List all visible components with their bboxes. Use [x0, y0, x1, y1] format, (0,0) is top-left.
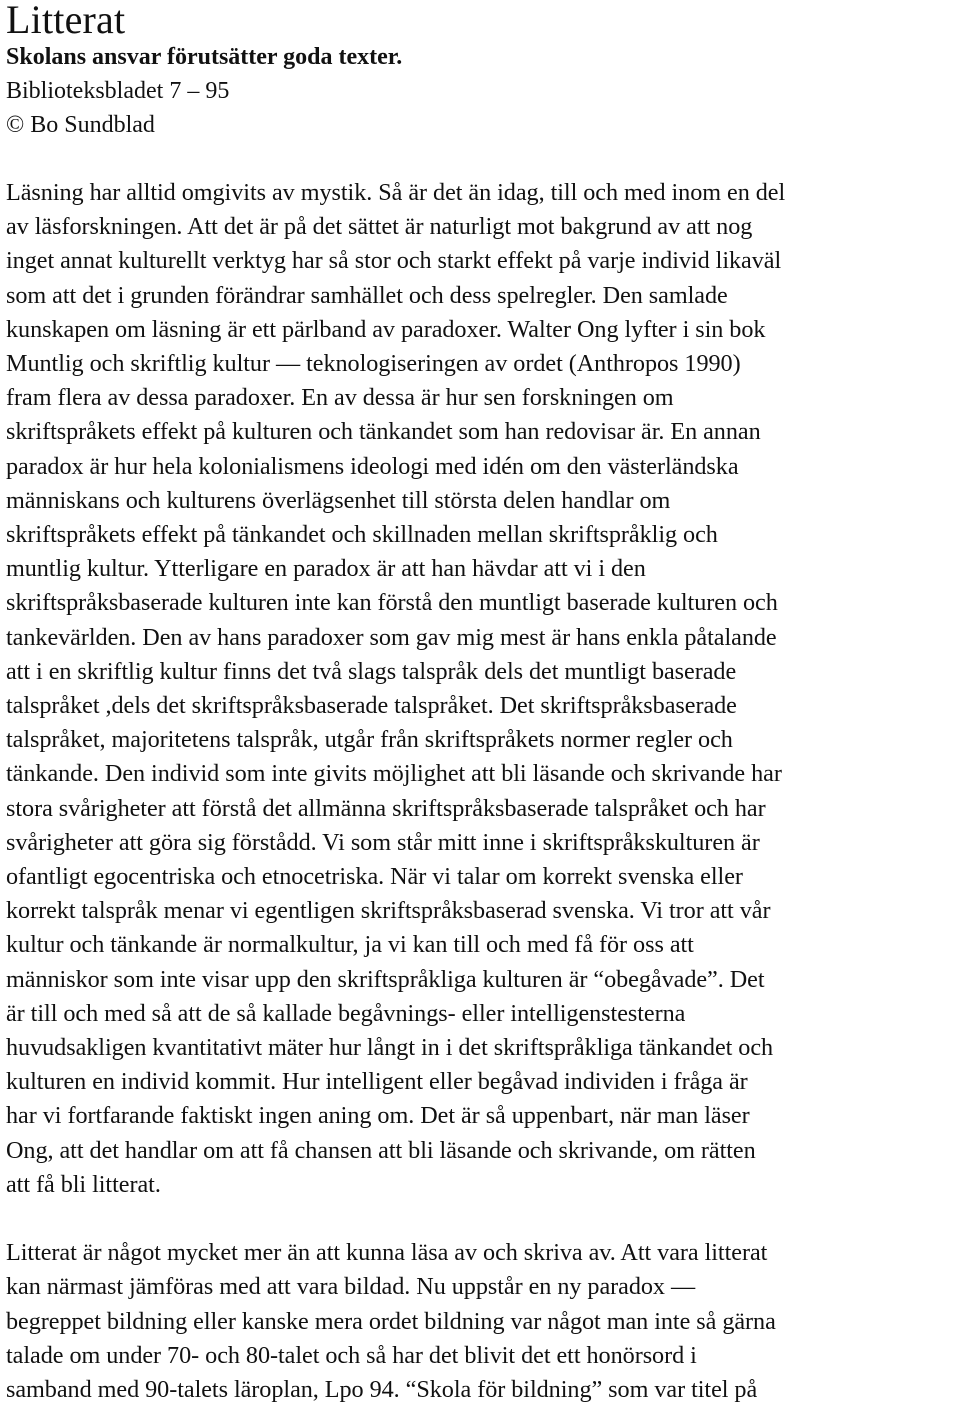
paragraph-line: paradox är hur hela kolonialismens ideologi med idén om den västerländska — [6, 452, 739, 480]
paragraph-line: har vi fortfarande faktiskt ingen aning om. Det är så uppenbart, när man läser — [6, 1102, 750, 1130]
document-page — [6, 0, 956, 1407]
paragraph-line: tankevärlden. Den av hans paradoxer som gav mig mest är hans enkla påtalande — [6, 623, 777, 651]
paragraph-line: ofantligt egocentriska och etnocetriska. När vi talar om korrekt svenska eller — [6, 863, 743, 891]
paragraph-gap — [6, 1202, 956, 1236]
paragraph-line: skriftspråksbaserade kulturen inte kan förstå den muntligt baserade kulturen och — [6, 589, 778, 617]
paragraph-line: inget annat kulturellt verktyg har så stor och starkt effekt på varje individ likaväl — [6, 247, 782, 275]
paragraph-line: stora svårigheter att förstå det allmänna skriftspråksbaserade talspråket och har — [6, 794, 766, 822]
paragraph-line: svårigheter att göra sig förstådd. Vi som står mitt inne i skriftspråkskulturen är — [6, 828, 760, 856]
paragraph-line: Muntlig och skriftlig kultur — teknologiseringen av ordet (Anthropos 1990) — [6, 350, 741, 378]
paragraph-line: fram flera av dessa paradoxer. En av dessa är hur sen forskningen om — [6, 384, 674, 412]
author-name: Bo Sundblad — [30, 112, 155, 138]
paragraph-line: kan närmast jämföras med att vara bildad. Nu uppstår en ny paradox — — [6, 1273, 696, 1301]
paragraph-line: att få bli litterat. — [6, 1170, 161, 1198]
paragraph-line: talade om under 70- och 80-talet och så har det blivit det ett honörsord i — [6, 1341, 697, 1369]
body-paragraph-2 — [6, 1236, 956, 1407]
paragraph-line: människor som inte visar upp den skriftspråkliga kulturen är “obegåvade”. Det — [6, 965, 765, 993]
paragraph-line: skriftspråkets effekt på kulturen och tänkandet som han redovisar är. En annan — [6, 418, 761, 446]
paragraph-line: talspråket ,dels det skriftspråksbaserade talspråket. Det skriftspråksbaserade — [6, 692, 737, 720]
paragraph-line: begreppet bildning eller kanske mera ordet bildning var något man inte så gärna — [6, 1307, 776, 1335]
paragraph-line: muntlig kultur. Ytterligare en paradox är att han hävdar att vi i den — [6, 555, 646, 583]
paragraph-line: är till och med så att de så kallade begåvnings- eller intelligenstesterna — [6, 999, 686, 1027]
paragraph-line: som att det i grunden förändrar samhället och dess spelregler. Den samlade — [6, 281, 728, 309]
paragraph-line: huvudsakligen kvantitativt mäter hur långt in i det skriftspråkliga tänkandet och — [6, 1034, 774, 1062]
document-subtitle: Skolans ansvar förutsätter goda texter. — [6, 44, 403, 70]
paragraph-line: Läsning har alltid omgivits av mystik. Så är det än idag, till och med inom en del — [6, 179, 786, 206]
paragraph-line: korrekt talspråk menar vi egentligen skriftspråksbaserad svenska. Vi tror att vår — [6, 897, 771, 925]
document-title: Litterat — [6, 0, 126, 42]
paragraph-line: kultur och tänkande är normalkultur, ja vi kan till och med få för oss att — [6, 931, 694, 959]
paragraph-line: talspråket, majoritetens talspråk, utgår från skriftspråkets normer regler och — [6, 726, 733, 754]
paragraph-line: tänkande. Den individ som inte givits möjlighet att bli läsande och skrivande har — [6, 760, 782, 788]
author-line — [6, 108, 956, 142]
paragraph-line: kunskapen om läsning är ett pärlband av paradoxer. Walter Ong lyfter i sin bok — [6, 315, 766, 343]
paragraph-line: Litterat är något mycket mer än att kunna läsa av och skriva av. Att vara litterat — [6, 1239, 768, 1267]
paragraph-line: av läsforskningen. Att det är på det sättet är naturligt mot bakgrund av att nog — [6, 213, 753, 241]
copyright-icon: © — [6, 112, 25, 138]
paragraph-line: kulturen en individ kommit. Hur intelligent eller begåvad individen i fråga är — [6, 1068, 748, 1096]
paragraph-line: samband med 90-talets läroplan, Lpo 94. “Skola för bildning” som var titel på — [6, 1375, 758, 1403]
spacer — [6, 142, 956, 176]
body-paragraph-1 — [6, 176, 956, 1202]
paragraph-line: skriftspråkets effekt på tänkandet och skillnaden mellan skriftspråklig och — [6, 521, 718, 549]
paragraph-line: människans och kulturens överlägsenhet till största delen handlar om — [6, 486, 671, 514]
paragraph-line: Ong, att det handlar om att få chansen att bli läsande och skrivande, om rätten — [6, 1136, 756, 1164]
source-citation: Biblioteksbladet 7 – 95 — [6, 78, 230, 104]
paragraph-line: att i en skriftlig kultur finns det två slags talspråk dels det muntligt baserade — [6, 657, 737, 685]
